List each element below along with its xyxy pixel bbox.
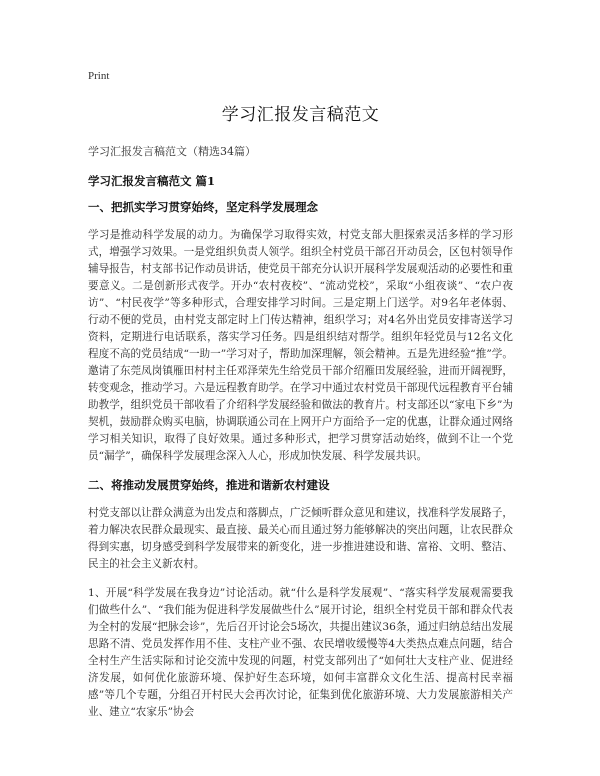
document-title: 学习汇报发言稿范文 xyxy=(221,105,380,125)
section-1 xyxy=(88,199,513,465)
section-heading: 二、将推动发展贯穿始终，推进和谐新农村建设 xyxy=(88,478,330,492)
part-heading: 学习汇报发言稿范文 篇1 xyxy=(88,174,216,188)
section-heading: 一、把抓实学习贯穿始终，坚定科学发展理念 xyxy=(88,200,318,214)
paragraph: 学习是推动科学发展的动力。为确保学习取得实效，村党支部大胆探索灵活多样的学习形式，增强学习效果。一是党组织负责人领学。组织全村党员干部召开动员会，区包村领导作辅导报告，村支部书记作动员讲话，使党员干部充分认识开展科学发展观活动的必要性和重要意义。二是创新形式夜学。开办“农村夜校”、“流动党校”，采取“小组夜谈”、“农户夜访”、“村民夜学”等多种形式，合理安排学习时间。三是定期上门送学。对9名年老体弱、行动不便的党员，由村党支部定时上门传达精神，组织学习；对4名外出党员安排寄送学习资料，定期进行电话联系，落实学习任务。四是组织结对帮学。组织年轻党员与12名文化程度不高的党员结成“一助一”学习对子，帮助加深理解，领会精神。五是先进经验“推”学。邀请了东莞凤岗镇雁田村村主任邓泽荣先生给党员干部介绍雁田发展经验，进而开阔视野，转变观念，推动学习。六是远程教育助学。在学习中通过农村党员干部现代远程教育平台辅助教学，组织党员干部收看了介绍科学发展经验和做法的教育片。村支部还以“家电下乡”为契机，鼓励群众购买电脑，协调联通公司在上网开户方面给予一定的优惠，让群众通过网络学习相关知识，取得了良好效果。通过多种形式，把学习贯穿活动始终，做到不让一个党员“漏学”，确保科学发展理念深入人心，形成加快发展、科学发展共识。 xyxy=(88,229,513,462)
print-link[interactable]: Print xyxy=(88,70,110,82)
paragraph: 1、开展“科学发展在我身边”讨论活动。就“什么是科学发展观”、“落实科学发展观需要我们做些什么”、“我们能为促进科学发展做些什么”展开讨论，组织全村党员干部和群众代表为全村的发展“把脉会诊”，先后召开讨论会5场次，共提出建议36条，通过归纳总结出发展思路不清、党员发挥作用不佳、支柱产业不强、农民增收缓慢等4大类热点难点问题，结合全村生产生活实际和讨论交流中发现的问题，村党支部列出了“如何壮大支柱产业、促进经济发展，如何优化旅游环境、保护好生态环境，如何丰富群众文化生活、提高村民幸福感”等几个专题，分组召开村民大会再次讨论，征集到优化旅游环境、大力发展旅游相关产业、建立“农家乐”协会 xyxy=(88,587,513,718)
section-2 xyxy=(88,477,513,721)
paragraph: 村党支部以让群众满意为出发点和落脚点，广泛倾听群众意见和建议，找准科学发展路子，着力解决农民群众最现实、最直接、最关心而且通过努力能够解决的突出问题，让农民群众得到实惠，切身感受到科学发展带来的新变化，进一步推进建设和谐、富裕、文明、整洁、民主的社会主义新农村。 xyxy=(88,507,513,570)
document-subtitle: 学习汇报发言稿范文（精选34篇） xyxy=(88,145,256,158)
